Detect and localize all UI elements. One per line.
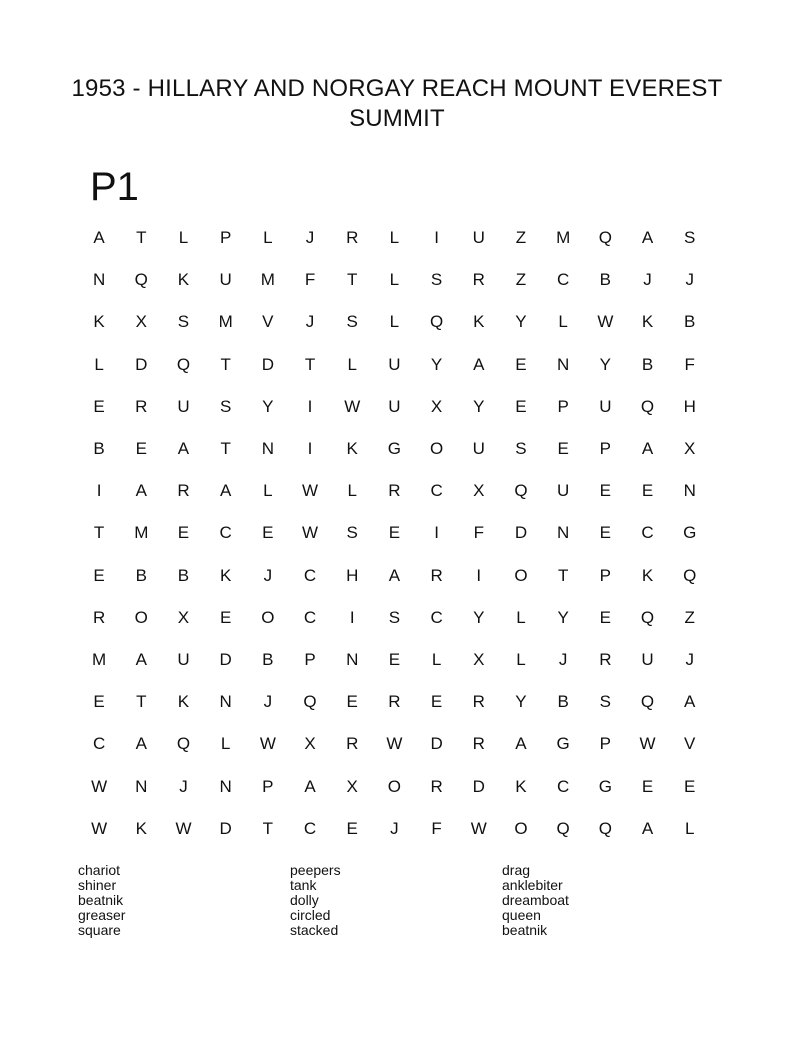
grid-cell: L	[389, 270, 400, 290]
grid-cell: C	[430, 607, 443, 627]
grid-cell: Y	[515, 692, 527, 712]
word-item: circled	[290, 907, 331, 923]
word-item: dreamboat	[502, 892, 569, 908]
grid-cell: E	[388, 523, 401, 543]
grid-cell: N	[346, 649, 359, 669]
grid-cell: E	[641, 481, 654, 501]
grid-cell: W	[175, 818, 192, 838]
grid-cell: J	[263, 565, 273, 585]
grid-cell: I	[96, 481, 102, 501]
grid-cell: U	[177, 649, 190, 669]
grid-cell: E	[388, 649, 401, 669]
grid-cell: G	[598, 776, 612, 796]
grid-cell: T	[557, 565, 569, 585]
grid-cell: X	[473, 649, 485, 669]
word-item: dolly	[290, 892, 319, 908]
grid-cell: R	[472, 734, 485, 754]
grid-cell: C	[303, 818, 317, 838]
grid-cell: W	[259, 734, 276, 754]
word-item: greaser	[78, 907, 126, 923]
grid-cell: S	[177, 312, 190, 332]
grid-cell: O	[514, 818, 528, 838]
grid-cell: U	[557, 481, 570, 501]
grid-cell: Q	[640, 607, 655, 627]
grid-cell: L	[516, 607, 526, 627]
grid-cell: X	[135, 312, 147, 332]
grid-cell: O	[261, 607, 275, 627]
grid-cell: Y	[515, 312, 527, 332]
grid-cell: J	[558, 649, 568, 669]
grid-cell: Q	[598, 818, 612, 838]
grid-cell: I	[307, 439, 313, 459]
grid-cell: E	[557, 439, 569, 459]
grid-cell: A	[177, 439, 190, 459]
grid-cell: A	[135, 481, 147, 501]
grid-cell: K	[177, 270, 190, 290]
grid-cell: M	[260, 270, 275, 290]
grid-cell: E	[346, 692, 358, 712]
grid-cell: A	[684, 692, 696, 712]
grid-cell: N	[135, 776, 148, 796]
grid-cell: R	[472, 692, 485, 712]
grid-cell: R	[430, 776, 443, 796]
grid-cell: S	[515, 439, 527, 459]
grid-cell: W	[302, 523, 319, 543]
grid-cell: K	[135, 818, 147, 838]
grid-cell: Y	[599, 354, 612, 374]
grid-cell: R	[135, 396, 148, 416]
grid-cell: A	[93, 228, 105, 248]
grid-cell: T	[220, 354, 231, 374]
grid-cell: R	[177, 481, 190, 501]
grid-cell: K	[515, 776, 527, 796]
grid-cell: I	[434, 523, 439, 543]
grid-cell: W	[91, 818, 108, 838]
grid-cell: W	[344, 396, 361, 416]
grid-cell: R	[430, 565, 443, 585]
grid-cell: N	[219, 692, 232, 712]
grid-cell: M	[218, 312, 233, 332]
grid-cell: Z	[684, 607, 695, 627]
word-item: peepers	[290, 862, 341, 878]
grid-cell: P	[219, 228, 232, 248]
grid-cell: Y	[430, 354, 443, 374]
grid-cell: T	[220, 439, 231, 459]
grid-cell: L	[94, 354, 104, 374]
page-title: 1953 - HILLARY AND NORGAY REACH MOUNT EVEREST SUMMIT	[71, 75, 723, 132]
letter-grid	[78, 217, 710, 850]
grid-cell: P	[599, 439, 612, 459]
grid-cell: W	[639, 734, 656, 754]
grid-cell: P	[599, 565, 612, 585]
word-item: stacked	[290, 922, 339, 938]
grid-cell: J	[685, 649, 694, 669]
grid-cell: A	[515, 734, 527, 754]
grid-cell: E	[135, 439, 147, 459]
grid-cell: X	[684, 439, 696, 459]
word-column	[502, 863, 714, 938]
grid-cell: T	[304, 354, 316, 374]
grid-cell: N	[261, 439, 274, 459]
grid-cell: L	[178, 228, 189, 248]
grid-cell: J	[643, 270, 652, 290]
word-item: beatnik	[78, 892, 124, 908]
grid-cell: A	[135, 734, 147, 754]
grid-cell: E	[515, 396, 527, 416]
grid-cell: O	[134, 607, 148, 627]
word-item: queen	[502, 907, 541, 923]
grid-cell: E	[219, 607, 232, 627]
grid-cell: U	[472, 228, 485, 248]
grid-cell: Z	[515, 270, 527, 290]
grid-cell: T	[93, 523, 105, 543]
word-item: tank	[290, 877, 317, 893]
grid-cell: E	[262, 523, 274, 543]
grid-cell: Q	[640, 692, 655, 712]
grid-cell: B	[177, 565, 190, 585]
grid-cell: E	[599, 481, 612, 501]
grid-cell: J	[179, 776, 188, 796]
grid-cell: Q	[429, 312, 444, 332]
grid-cell: T	[262, 818, 274, 838]
grid-cell: B	[641, 354, 654, 374]
grid-cell: U	[388, 396, 401, 416]
grid-cell: E	[177, 523, 190, 543]
grid-cell: S	[430, 270, 443, 290]
grid-cell: Q	[134, 270, 148, 290]
word-item: square	[78, 922, 121, 938]
grid-cell: C	[303, 607, 317, 627]
grid-cell: E	[346, 818, 358, 838]
grid-cell: S	[346, 523, 358, 543]
grid-cell: U	[177, 396, 190, 416]
grid-cell: Q	[640, 396, 655, 416]
grid-cell: D	[514, 523, 528, 543]
grid-cell: A	[641, 439, 654, 459]
grid-cell: K	[346, 439, 358, 459]
grid-cell: C	[557, 776, 570, 796]
grid-cell: R	[346, 734, 359, 754]
grid-cell: J	[305, 228, 315, 248]
grid-cell: L	[389, 312, 400, 332]
grid-cell: R	[599, 649, 612, 669]
grid-cell: N	[557, 523, 570, 543]
grid-cell: J	[685, 270, 694, 290]
grid-cell: O	[387, 776, 402, 796]
grid-cell: E	[599, 607, 612, 627]
grid-cell: X	[430, 396, 443, 416]
grid-cell: F	[431, 818, 442, 838]
grid-cell: D	[472, 776, 485, 796]
grid-cell: E	[430, 692, 443, 712]
grid-cell: V	[262, 312, 274, 332]
grid-cell: I	[307, 396, 313, 416]
grid-cell: G	[683, 523, 697, 543]
grid-cell: J	[390, 818, 399, 838]
grid-cell: A	[135, 649, 147, 669]
grid-cell: U	[388, 354, 401, 374]
grid-cell: E	[93, 396, 105, 416]
grid-cell: A	[473, 354, 485, 374]
grid-cell: Y	[473, 607, 485, 627]
grid-cell: H	[683, 396, 696, 416]
grid-cell: L	[558, 312, 568, 332]
grid-cell: B	[684, 312, 696, 332]
grid-cell: I	[476, 565, 482, 585]
grid-cell: T	[347, 270, 358, 290]
grid-cell: X	[346, 776, 358, 796]
grid-cell: P	[304, 649, 316, 669]
grid-cell: Z	[515, 228, 527, 248]
grid-cell: K	[219, 565, 232, 585]
grid-cell: Q	[556, 818, 570, 838]
grid-cell: K	[641, 565, 654, 585]
grid-cell: K	[93, 312, 105, 332]
grid-cell: M	[92, 649, 107, 669]
grid-cell: Q	[176, 354, 191, 374]
grid-cell: J	[305, 312, 315, 332]
grid-cell: P	[262, 776, 274, 796]
grid-cell: W	[470, 818, 487, 838]
grid-cell: R	[388, 692, 401, 712]
grid-cell: X	[177, 607, 190, 627]
grid-cell: J	[263, 692, 273, 712]
grid-cell: D	[219, 818, 232, 838]
grid-cell: C	[641, 523, 654, 543]
grid-cell: C	[303, 565, 317, 585]
word-column	[290, 863, 502, 938]
grid-cell: G	[556, 734, 570, 754]
grid-cell: L	[347, 481, 357, 501]
grid-cell: L	[516, 649, 526, 669]
grid-cell: D	[219, 649, 232, 669]
grid-cell: C	[430, 481, 443, 501]
grid-cell: R	[388, 481, 401, 501]
grid-cell: P	[557, 396, 569, 416]
grid-cell: W	[91, 776, 108, 796]
grid-cell: S	[684, 228, 696, 248]
grid-cell: L	[684, 818, 695, 838]
grid-cell: K	[177, 692, 190, 712]
grid-cell: R	[346, 228, 359, 248]
grid-cell: A	[388, 565, 401, 585]
word-list	[78, 863, 718, 938]
grid-cell: C	[219, 523, 232, 543]
grid-cell: S	[599, 692, 612, 712]
grid-cell: A	[641, 228, 654, 248]
grid-cell: B	[262, 649, 274, 669]
puzzle-id: P1	[90, 165, 139, 209]
grid-cell: E	[641, 776, 654, 796]
grid-cell: B	[135, 565, 147, 585]
grid-cell: A	[304, 776, 316, 796]
grid-cell: W	[302, 481, 319, 501]
grid-cell: Q	[683, 565, 697, 585]
grid-cell: F	[473, 523, 484, 543]
grid-cell: U	[472, 439, 485, 459]
grid-cell: I	[349, 607, 355, 627]
grid-cell: X	[304, 734, 316, 754]
grid-cell: Q	[514, 481, 528, 501]
grid-cell: Y	[473, 396, 485, 416]
grid-cell: K	[641, 312, 654, 332]
grid-cell: B	[93, 439, 105, 459]
grid-cell: L	[431, 649, 442, 669]
grid-cell: S	[219, 396, 232, 416]
grid-cell: S	[388, 607, 401, 627]
grid-cell: X	[473, 481, 485, 501]
grid-cell: Q	[176, 734, 191, 754]
grid-cell: U	[219, 270, 232, 290]
grid-cell: N	[92, 270, 106, 290]
grid-cell: M	[556, 228, 571, 248]
grid-cell: U	[599, 396, 612, 416]
grid-cell: L	[347, 354, 357, 374]
grid-cell: Y	[262, 396, 274, 416]
grid-cell: E	[599, 523, 612, 543]
grid-cell: E	[684, 776, 696, 796]
grid-cell: C	[557, 270, 570, 290]
grid-cell: M	[134, 523, 149, 543]
grid-cell: E	[93, 692, 105, 712]
grid-cell: E	[515, 354, 527, 374]
word-column	[78, 863, 290, 938]
grid-cell: D	[135, 354, 148, 374]
grid-cell: R	[472, 270, 485, 290]
grid-cell: V	[684, 734, 696, 754]
word-item: shiner	[78, 877, 117, 893]
grid-cell: F	[304, 270, 316, 290]
grid-cell: U	[641, 649, 654, 669]
grid-cell: C	[92, 734, 106, 754]
grid-cell: S	[346, 312, 358, 332]
grid-cell: W	[597, 312, 614, 332]
grid-cell: I	[434, 228, 439, 248]
word-item: chariot	[78, 862, 121, 878]
word-item: drag	[502, 862, 531, 878]
grid-cell: Y	[557, 607, 569, 627]
grid-cell: Q	[598, 228, 612, 248]
grid-cell: L	[263, 228, 273, 248]
grid-cell: P	[599, 734, 612, 754]
grid-cell: D	[261, 354, 274, 374]
word-item: anklebiter	[502, 877, 563, 893]
grid-cell: L	[220, 734, 231, 754]
grid-cell: O	[514, 565, 528, 585]
grid-cell: D	[430, 734, 443, 754]
grid-cell: H	[346, 565, 359, 585]
grid-cell: G	[387, 439, 402, 459]
grid-cell: B	[557, 692, 569, 712]
grid-cell: O	[429, 439, 444, 459]
grid-cell: Q	[303, 692, 317, 712]
grid-cell: N	[219, 776, 232, 796]
grid-cell: K	[473, 312, 485, 332]
grid-cell: A	[219, 481, 232, 501]
grid-cell: N	[557, 354, 570, 374]
grid-cell: N	[683, 481, 696, 501]
grid-cell: R	[92, 607, 106, 627]
grid-cell: T	[136, 692, 147, 712]
grid-cell: F	[684, 354, 695, 374]
grid-cell: T	[136, 228, 147, 248]
grid-cell: A	[641, 818, 654, 838]
grid-cell: W	[386, 734, 403, 754]
word-item: beatnik	[502, 922, 548, 938]
grid-cell: L	[263, 481, 273, 501]
grid-cell: E	[93, 565, 105, 585]
grid-cell: L	[389, 228, 400, 248]
grid-cell: B	[599, 270, 612, 290]
